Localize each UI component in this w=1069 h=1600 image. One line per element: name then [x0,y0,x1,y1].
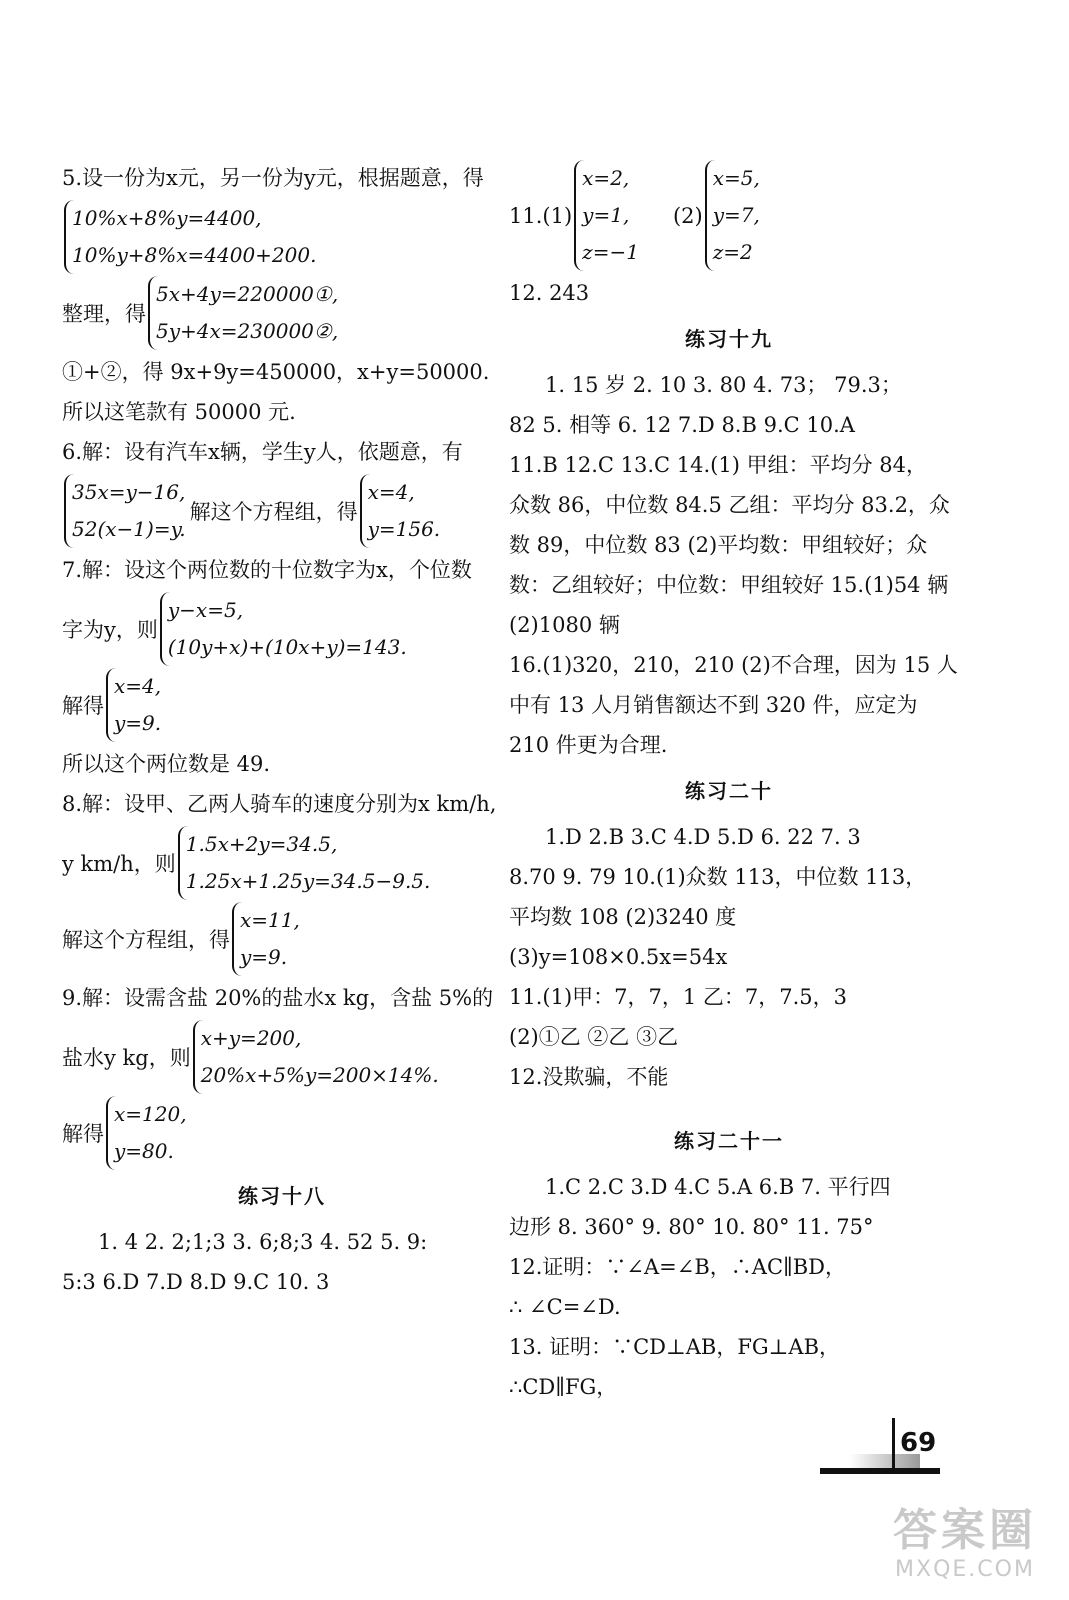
section-title-ex20: 练习二十 [685,779,773,803]
ex20-line: 平均数 108 (2)3240 度 [509,905,737,929]
ex19-line: (2)1080 辆 [509,613,620,637]
watermark-logo [870,1505,1060,1595]
brace: 5x+4y=220000①, 5y+4x=230000②, [148,276,338,350]
ex21-line: 1.C 2.C 3.D 4.C 5.A 6.B 7. 平行四 [545,1175,891,1199]
brace: x=120, y=80. [106,1096,187,1170]
ex19-line: 众数 86，中位数 84.5 乙组：平均分 83.2，众 [509,493,950,517]
q6-intro: 6.解：设有汽车x辆，学生y人，依题意，有 [62,440,463,464]
q8-system: y km/h，则 1.5x+2y=34.5, 1.25x+1.25y=34.5−9.5. [62,826,502,900]
q7-system: 字为y，则 y−x=5, (10y+x)+(10x+y)=143. [62,592,502,666]
ex20-line: (2)①乙 ②乙 ③乙 [509,1025,679,1049]
q5-answer: 所以这笔款有 50000 元. [62,400,296,424]
ex20-line: (3)y=108×0.5x=54x [509,945,728,969]
brace: y−x=5, (10y+x)+(10x+y)=143. [160,592,407,666]
brace: x=11, y=9. [232,902,300,976]
ex19-line: 210 件更为合理. [509,733,668,757]
q5-system-2: 整理，得 5x+4y=220000①, 5y+4x=230000②, [62,276,502,350]
ex19-line: 11.B 12.C 13.C 14.(1) 甲组：平均分 84， [509,453,927,477]
q9-solution: 解得 x=120, y=80. [62,1096,502,1170]
brace: x=4, y=156. [360,474,441,548]
ex19-line: 数：乙组较好；中位数：甲组较好 15.(1)54 辆 [509,573,949,597]
q5-system-1 [62,200,502,274]
left-column [62,158,502,1302]
ex21-line: 13. 证明：∵CD⊥AB，FG⊥AB， [509,1335,841,1359]
ex19-line: 16.(1)320，210，210 (2)不合理，因为 15 人 [509,653,958,677]
section-title-ex18: 练习十八 [238,1184,326,1208]
brace: 10%x+8%y=4400, 10%y+8%x=4400+200. [64,200,316,274]
ex18-answers-line-2: 5:3 6.D 7.D 8.D 9.C 10. 3 [62,1270,330,1294]
ex20-line: 12.没欺骗，不能 [509,1065,669,1089]
q8-intro: 8.解：设甲、乙两人骑车的速度分别为x km/h, [62,792,497,816]
brace: x+y=200, 20%x+5%y=200×14%. [193,1020,439,1094]
q9-system: 盐水y kg，则 x+y=200, 20%x+5%y=200×14%. [62,1020,502,1094]
ex19-line: 中有 13 人月销售额达不到 320 件，应定为 [509,693,918,717]
section-title-ex19: 练习十九 [685,327,773,351]
q11-systems: 11.(1) x=2, y=1, z=−1 (2) x=5, y=7, z=2 [509,160,949,271]
ex20-line: 11.(1)甲：7，7，1 乙：7，7.5，3 [509,985,848,1009]
q12-answer: 12. 243 [509,281,590,305]
ex19-line: 数 89，中位数 83 (2)平均数：甲组较好；众 [509,533,928,557]
q5-add: ①+②，得 9x+9y=450000，x+y=50000. [62,360,490,384]
q5-intro: 5.设一份为x元，另一份为y元，根据题意，得 [62,166,484,190]
q7-solution: 解得 x=4, y=9. [62,668,502,742]
ex19-line: 1. 15 岁 2. 10 3. 80 4. 73； 79.3； [545,373,902,397]
q7-intro: 7.解：设这个两位数的十位数字为x，个位数 [62,558,472,582]
page-number-tick [892,1418,895,1468]
ex20-line: 8.70 9. 79 10.(1)众数 113，中位数 113， [509,865,927,889]
ex19-line: 82 5. 相等 6. 12 7.D 8.B 9.C 10.A [509,413,855,437]
ex21-line: ∴CD∥FG， [509,1375,618,1399]
brace: 35x=y−16, 52(x−1)=y. [64,474,186,548]
ex21-line: ∴ ∠C=∠D. [509,1295,621,1319]
q6-system: 35x=y−16, 52(x−1)=y. 解这个方程组，得 x=4, y=156. [62,474,502,548]
q7-answer: 所以这个两位数是 49. [62,752,271,776]
brace: x=2, y=1, z=−1 [574,160,639,271]
brace: 1.5x+2y=34.5, 1.25x+1.25y=34.5−9.5. [178,826,431,900]
ex21-line: 12.证明：∵∠A=∠B，∴AC∥BD， [509,1255,846,1279]
section-title-ex21: 练习二十一 [674,1129,784,1153]
ex20-line: 1.D 2.B 3.C 4.D 5.D 6. 22 7. 3 [545,825,861,849]
ex21-line: 边形 8. 360° 9. 80° 10. 80° 11. 75° [509,1215,874,1239]
q9-intro: 9.解：设需含盐 20%的盐水x kg，含盐 5%的 [62,986,494,1010]
page-number-bar [820,1468,940,1474]
watermark-url: MXQE.COM [895,1557,1035,1582]
ex18-answers-line-1: 1. 4 2. 2;1;3 3. 6;8;3 4. 52 5. 9: [98,1230,428,1254]
brace: x=4, y=9. [106,668,161,742]
page-number-badge [820,1418,945,1478]
page-number: 69 [900,1428,937,1458]
q8-solution: 解这个方程组，得 x=11, y=9. [62,902,502,976]
right-column [509,158,958,1407]
watermark-text: 答案圈 [893,1505,1037,1556]
brace: x=5, y=7, z=2 [705,160,760,271]
